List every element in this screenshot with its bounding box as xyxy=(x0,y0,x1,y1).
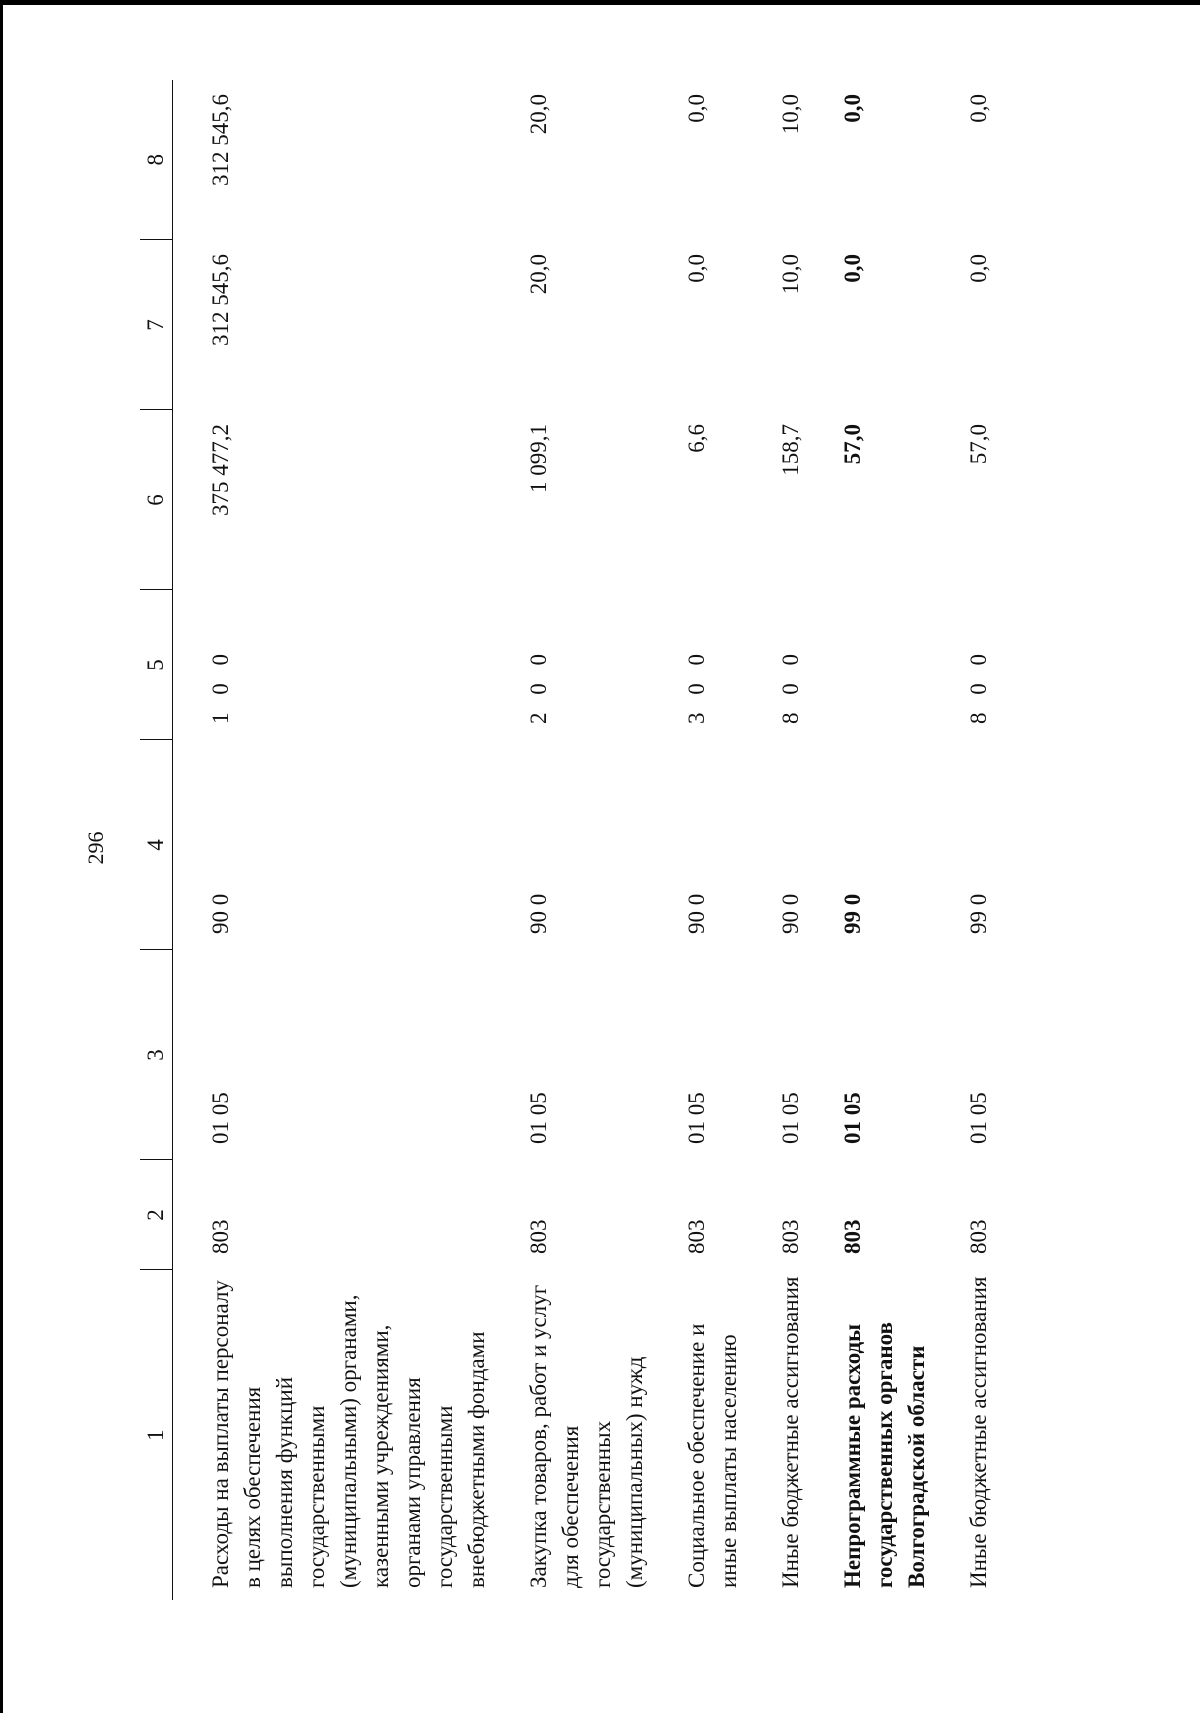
cell-ministry-code: 803 xyxy=(526,1219,551,1254)
cell-ministry-code: 803 xyxy=(840,1219,865,1254)
row-name: Иные бюджетные ассигнования xyxy=(778,1276,803,1588)
budget-table xyxy=(140,80,995,1600)
table-row xyxy=(745,80,807,1600)
cell-section-code: 01 05 xyxy=(208,1092,233,1144)
row-name: Расходы на выплаты персоналу в целях обеспечения выполнения функций государственными (муниципальными) органами, казенными учреждениями, органами управления государственными внебюджетными фондами xyxy=(208,1280,489,1588)
table-row xyxy=(807,80,933,1600)
cell-amount-6: 1 099,1 xyxy=(526,424,551,493)
cell-target-code: 99 0 xyxy=(840,893,865,934)
table-row xyxy=(651,80,745,1600)
cell-amount-7: 0,0 xyxy=(684,254,709,283)
column-header-5: 5 xyxy=(140,590,173,740)
cell-section-code: 01 05 xyxy=(684,1092,709,1144)
column-header-3: 3 xyxy=(140,950,173,1160)
cell-amount-7: 0,0 xyxy=(840,254,865,283)
cell-ministry-code: 803 xyxy=(778,1219,803,1254)
budget-table-container xyxy=(140,80,995,1600)
cell-expense-type: 8 0 0 xyxy=(966,648,991,724)
cell-amount-8: 20,0 xyxy=(526,94,551,135)
cell-amount-7: 10,0 xyxy=(778,254,803,295)
cell-amount-6: 158,7 xyxy=(778,424,803,476)
cell-amount-8: 10,0 xyxy=(778,94,803,135)
row-name: Закупка товаров, работ и услуг для обеспечения государственных (муниципальных) нужд xyxy=(526,1284,647,1588)
table-row xyxy=(493,80,651,1600)
cell-amount-8: 0,0 xyxy=(840,94,865,123)
cell-amount-7: 20,0 xyxy=(526,254,551,295)
table-row xyxy=(933,80,995,1600)
cell-amount-6: 57,0 xyxy=(840,424,865,465)
cell-amount-7: 0,0 xyxy=(966,254,991,283)
cell-expense-type: 3 0 0 xyxy=(684,648,709,724)
cell-ministry-code: 803 xyxy=(684,1219,709,1254)
cell-target-code: 90 0 xyxy=(778,893,803,934)
column-header-6: 6 xyxy=(140,410,173,590)
table-row xyxy=(173,80,494,1600)
column-header-2: 2 xyxy=(140,1160,173,1270)
cell-ministry-code: 803 xyxy=(208,1219,233,1254)
cell-section-code: 01 05 xyxy=(966,1092,991,1144)
cell-target-code: 90 0 xyxy=(684,893,709,934)
cell-expense-type: 8 0 0 xyxy=(778,648,803,724)
cell-expense-type: 1 0 0 xyxy=(208,648,233,724)
cell-amount-8: 0,0 xyxy=(966,94,991,123)
column-header-7: 7 xyxy=(140,240,173,410)
cell-amount-6: 57,0 xyxy=(966,424,991,465)
cell-target-code: 90 0 xyxy=(526,893,551,934)
cell-amount-6: 375 477,2 xyxy=(208,424,233,516)
cell-section-code: 01 05 xyxy=(778,1092,803,1144)
row-name: Иные бюджетные ассигнования xyxy=(966,1276,991,1588)
cell-amount-7: 312 545,6 xyxy=(208,254,233,346)
cell-target-code: 90 0 xyxy=(208,893,233,934)
cell-amount-8: 0,0 xyxy=(684,94,709,123)
table-header-row xyxy=(140,80,173,1600)
scan-edge-left xyxy=(0,0,3,1713)
column-header-4: 4 xyxy=(140,740,173,950)
cell-ministry-code: 803 xyxy=(966,1219,991,1254)
cell-amount-6: 6,6 xyxy=(684,424,709,453)
cell-amount-8: 312 545,6 xyxy=(208,94,233,186)
column-header-1: 1 xyxy=(140,1270,173,1600)
cell-expense-type: 2 0 0 xyxy=(526,648,551,724)
cell-expense-type xyxy=(807,590,933,740)
cell-target-code: 99 0 xyxy=(966,893,991,934)
page-number: 296 xyxy=(83,831,108,865)
cell-section-code: 01 05 xyxy=(840,1092,865,1144)
cell-section-code: 01 05 xyxy=(526,1092,551,1144)
row-name: Социальное обеспечение и иные выплаты населению xyxy=(684,1323,741,1588)
column-header-8: 8 xyxy=(140,80,173,240)
row-name: Непрограммные расходы государственных органов Волгоградской области xyxy=(840,1322,929,1588)
scan-edge-top xyxy=(0,0,1200,5)
